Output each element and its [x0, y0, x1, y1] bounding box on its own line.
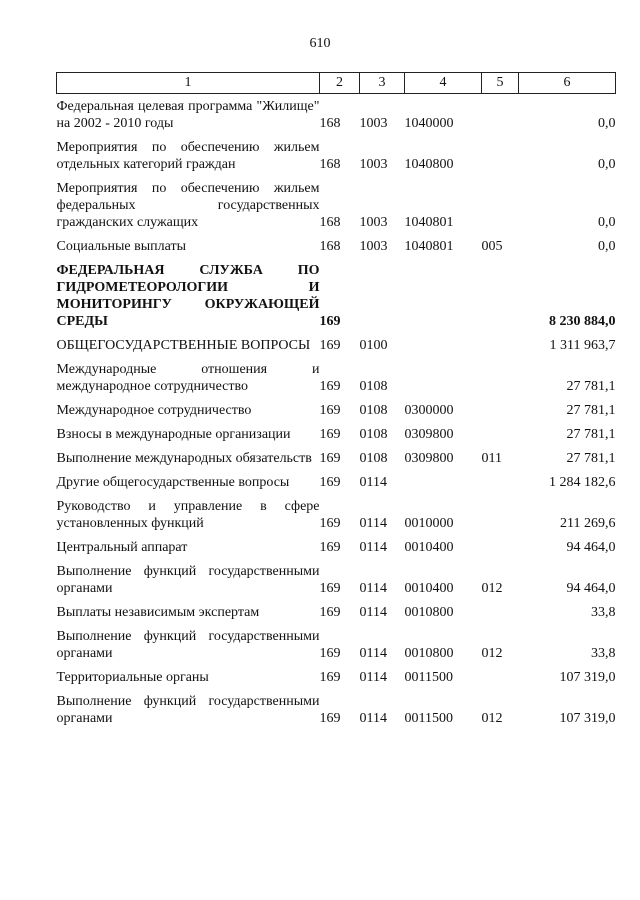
- cell-c4: [405, 354, 482, 395]
- cell-c6: 0,0: [598, 239, 616, 254]
- header-col-4: 4: [405, 73, 482, 94]
- table-row: [57, 354, 616, 395]
- table-row: [57, 467, 616, 491]
- cell-c6: 94 464,0: [566, 581, 616, 596]
- cell-c6: 33,8: [591, 646, 616, 661]
- budget-table: [56, 72, 616, 727]
- cell-c4: [405, 330, 482, 354]
- cell-c2: 169: [319, 646, 341, 661]
- table-row: [57, 255, 616, 330]
- cell-c5: 012: [481, 646, 503, 661]
- cell-c3: 1003: [359, 116, 388, 131]
- cell-c3: 0100: [359, 338, 388, 353]
- table-row: [57, 443, 616, 467]
- cell-c2: 169: [319, 379, 341, 394]
- cell-c3: 0108: [359, 379, 388, 394]
- cell-name: Международное сотрудничество: [56, 403, 252, 418]
- cell-c6: 27 781,1: [566, 451, 616, 466]
- cell-c4: 0011500: [404, 711, 453, 726]
- cell-name: Выполнение международных обязательств: [56, 451, 312, 466]
- cell-c3: 0108: [359, 403, 388, 418]
- cell-name: Другие общегосударственные вопросы: [56, 475, 290, 490]
- cell-c4: 0309800: [404, 427, 454, 442]
- header-col-3: 3: [360, 73, 405, 94]
- header-col-6: 6: [519, 73, 616, 94]
- cell-c4: 1040801: [404, 215, 454, 230]
- cell-c6: 27 781,1: [566, 403, 616, 418]
- cell-c6: 27 781,1: [566, 427, 616, 442]
- cell-c4: 0010000: [404, 516, 454, 531]
- cell-c5: [482, 467, 519, 491]
- cell-c4: 0011500: [404, 670, 453, 685]
- header-row: [57, 73, 616, 94]
- cell-c2: 169: [319, 540, 341, 555]
- header-col-1: 1: [57, 73, 320, 94]
- table-row: [57, 491, 616, 532]
- table-row: [57, 330, 616, 354]
- cell-name: Выполнение функций государственными органами: [56, 694, 320, 726]
- cell-c6: 27 781,1: [566, 379, 616, 394]
- cell-c6: 107 319,0: [559, 711, 616, 726]
- cell-c3: 0114: [359, 516, 387, 531]
- cell-name: Выплаты независимым экспертам: [56, 605, 260, 620]
- cell-c3: [360, 255, 405, 330]
- cell-c4: 0010400: [404, 540, 454, 555]
- cell-c6: 107 319,0: [559, 670, 616, 685]
- cell-c5: [482, 532, 519, 556]
- table-row: [57, 395, 616, 419]
- table-row: [57, 173, 616, 231]
- cell-c3: 0114: [359, 475, 387, 490]
- cell-c2: 169: [319, 451, 341, 466]
- cell-c2: 168: [319, 239, 341, 254]
- table-row: [57, 686, 616, 727]
- cell-c5: [482, 419, 519, 443]
- table-row: [57, 94, 616, 133]
- cell-c4: 0300000: [404, 403, 454, 418]
- cell-c5: [482, 395, 519, 419]
- page-number: 610: [309, 36, 331, 51]
- cell-name: Выполнение функций государственными органами: [56, 564, 320, 596]
- table-row: [57, 556, 616, 597]
- cell-c2: 169: [319, 427, 341, 442]
- cell-c3: 1003: [359, 215, 388, 230]
- table-row: [57, 662, 616, 686]
- cell-c6: 1 311 963,7: [549, 338, 616, 353]
- cell-c3: 0114: [359, 646, 387, 661]
- table-row: [57, 621, 616, 662]
- cell-c2: 168: [319, 116, 341, 131]
- cell-name: ОБЩЕГОСУДАРСТВЕННЫЕ ВОПРОСЫ: [56, 338, 311, 353]
- cell-c6: 1 284 182,6: [549, 475, 616, 490]
- cell-c5: 012: [481, 581, 503, 596]
- table-row: [57, 419, 616, 443]
- cell-c5: [482, 132, 519, 173]
- cell-c2: 168: [319, 215, 341, 230]
- cell-name: Мероприятия по обеспечению жильем федеральных государственных гражданских служащих: [56, 181, 320, 230]
- cell-name: Выполнение функций государственными органами: [56, 629, 320, 661]
- cell-c3: 0114: [359, 581, 387, 596]
- cell-c6: 0,0: [598, 157, 616, 172]
- header-col-5: 5: [482, 73, 519, 94]
- table-body: [57, 94, 616, 728]
- cell-c4: 0010800: [404, 646, 454, 661]
- cell-c3: 0114: [359, 711, 387, 726]
- table-row: [57, 532, 616, 556]
- cell-c3: 0108: [359, 427, 388, 442]
- cell-c4: 1040800: [404, 157, 454, 172]
- cell-c3: 1003: [359, 157, 388, 172]
- cell-name: Социальные выплаты: [56, 239, 187, 254]
- cell-c6: 94 464,0: [566, 540, 616, 555]
- cell-c2: 169: [319, 338, 341, 353]
- cell-c4: 0309800: [404, 451, 454, 466]
- cell-c5: [482, 354, 519, 395]
- cell-c4: [405, 255, 482, 330]
- cell-c5: [482, 255, 519, 330]
- cell-c5: [482, 94, 519, 133]
- cell-c2: 169: [319, 516, 341, 531]
- cell-c2: 169: [319, 475, 341, 490]
- cell-c2: 169: [319, 403, 341, 418]
- cell-name: ФЕДЕРАЛЬНАЯ СЛУЖБА ПО ГИДРОМЕТЕОРОЛОГИИ И МОНИТОРИНГУ ОКРУЖАЮЩЕЙ СРЕДЫ: [56, 263, 320, 329]
- cell-name: Центральный аппарат: [56, 540, 188, 555]
- cell-c2: 169: [319, 314, 341, 329]
- table-row: [57, 231, 616, 255]
- cell-c3: 0114: [359, 540, 387, 555]
- cell-c4: 0010800: [404, 605, 454, 620]
- table-row: [57, 597, 616, 621]
- cell-c2: 169: [319, 711, 341, 726]
- cell-name: Федеральная целевая программа "Жилище" на 2002 - 2010 годы: [56, 99, 320, 131]
- cell-c5: [482, 662, 519, 686]
- cell-c4: 0010400: [404, 581, 454, 596]
- cell-c6: 211 269,6: [560, 516, 616, 531]
- cell-c6: 33,8: [591, 605, 616, 620]
- cell-c5: 005: [481, 239, 503, 254]
- cell-c2: 169: [319, 670, 341, 685]
- cell-name: Международные отношения и международное сотрудничество: [56, 362, 320, 394]
- cell-c3: 0114: [359, 670, 387, 685]
- cell-c5: 012: [481, 711, 503, 726]
- cell-c2: 168: [319, 157, 341, 172]
- cell-name: Мероприятия по обеспечению жильем отдельных категорий граждан: [56, 140, 320, 172]
- cell-c5: [482, 597, 519, 621]
- cell-c5: 011: [481, 451, 502, 466]
- cell-c2: 169: [319, 581, 341, 596]
- cell-c3: 0114: [359, 605, 387, 620]
- cell-c5: [482, 173, 519, 231]
- cell-c5: [482, 330, 519, 354]
- table-row: [57, 132, 616, 173]
- cell-c5: [482, 491, 519, 532]
- cell-c4: [405, 467, 482, 491]
- cell-c4: 1040000: [404, 116, 454, 131]
- cell-c6: 8 230 884,0: [549, 314, 616, 329]
- cell-c2: 169: [319, 605, 341, 620]
- cell-c4: 1040801: [404, 239, 454, 254]
- cell-c3: 1003: [359, 239, 388, 254]
- cell-name: Руководство и управление в сфере установленных функций: [56, 499, 320, 531]
- cell-name: Взносы в международные организации: [56, 427, 291, 442]
- cell-name: Территориальные органы: [56, 670, 209, 685]
- header-col-2: 2: [320, 73, 360, 94]
- cell-c6: 0,0: [598, 215, 616, 230]
- cell-c3: 0108: [359, 451, 388, 466]
- cell-c6: 0,0: [598, 116, 616, 131]
